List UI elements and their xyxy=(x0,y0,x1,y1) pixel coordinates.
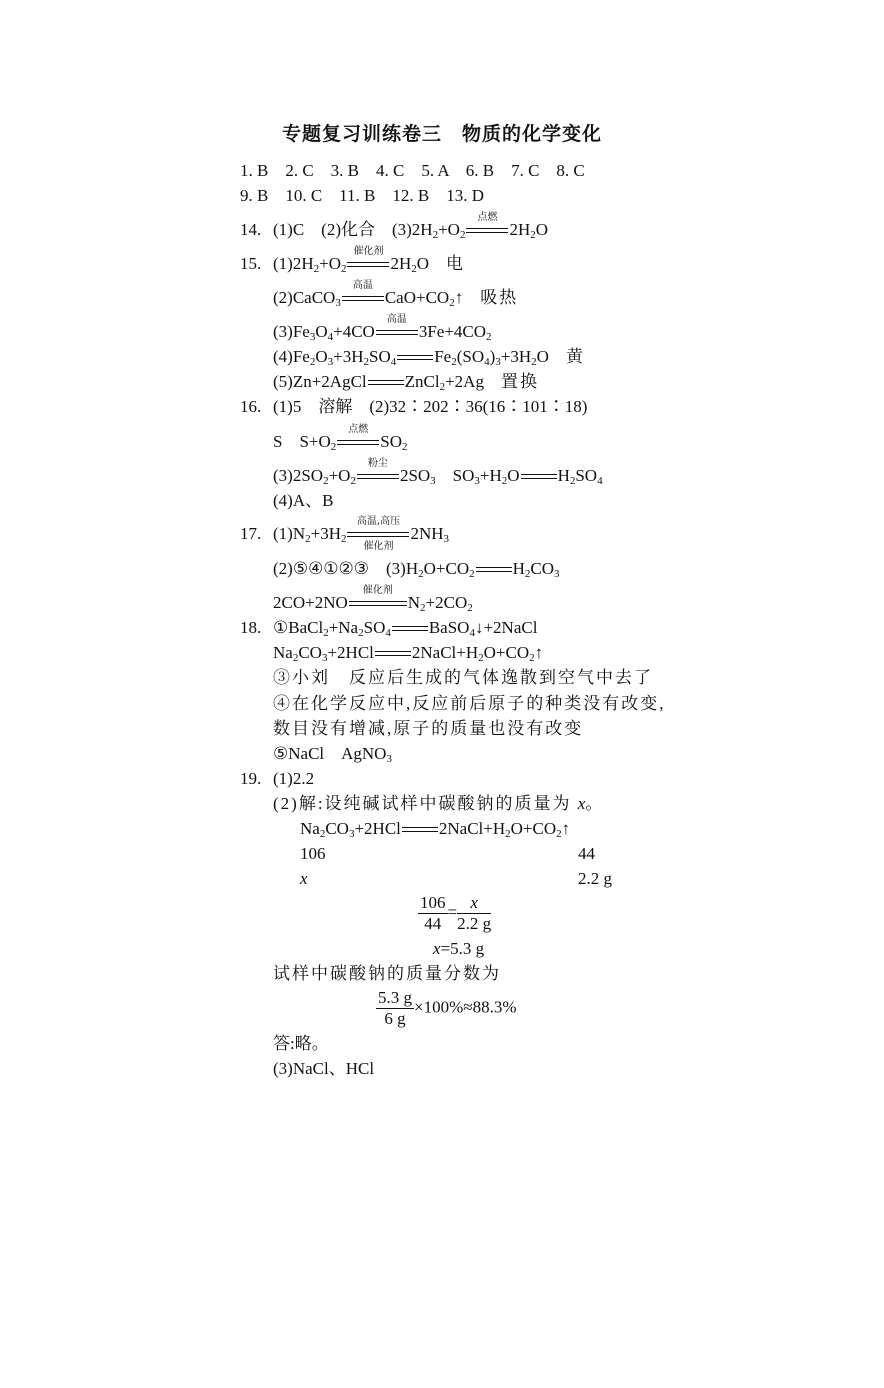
q19-equation: $Na_2CO_3+2HCl$ $2NaCl+H_2O+CO_2↑$ xyxy=(300,819,571,840)
q18-number: 18. xyxy=(240,618,262,637)
q16-line-4: (4)A、B xyxy=(273,491,334,510)
q15-line-3: $(3)Fe_3O_4+4CO$ 高温 $3Fe+4CO_2$ xyxy=(273,314,492,343)
q15-line-1: $(1)2H_2+O_2$ 催化剂 $2H_2O$ 电 xyxy=(273,246,466,275)
q19-answer: 答:略。 xyxy=(273,1034,329,1053)
q19-proportion: $\frac{106}{44}$ = $\frac{x}{2.2 g}$ xyxy=(420,893,492,933)
q19-number: 19. xyxy=(240,769,262,788)
q16-number: 16. xyxy=(240,397,262,416)
q16-line-1: (1)5 溶解 (2)32∶202∶36(16∶101∶18) xyxy=(273,397,588,416)
q19-line-3: (3)NaCl、HCl xyxy=(273,1059,375,1078)
reaction-condition: 点燃 xyxy=(466,219,508,241)
q18-line-6: ⑤NaCl AgNO$_3$ xyxy=(273,744,392,765)
q14-answer: (1)C (2)化合 $(3)2H_2+O_2$ 点燃 $2H_2O$ xyxy=(273,212,549,241)
q19-unknown-x: x xyxy=(300,869,308,888)
q17-number: 17. xyxy=(240,524,262,543)
q15-line-2: (2)CaCO$_3$ 高温 $CaO+CO_2↑$ 吸热 xyxy=(273,280,519,309)
q17-line-3: 2CO+2NO 催化剂 $N_2+2CO_2$ xyxy=(273,585,473,614)
q18-line-5: 数目没有增减,原子的质量也没有改变 xyxy=(273,719,584,738)
q19-mass-106: 106 xyxy=(300,844,326,863)
q16-line-3: $(3)2SO_2+O_2$ 粉尘 $2SO_3$ $SO_3+H_2O$ $H_2SO_4$ xyxy=(273,458,603,487)
q17-line-2: (2)⑤④①②③ $(3)H_2O+CO_2$ $H_2CO_3$ xyxy=(273,559,560,580)
q19-line-1: (1)2.2 xyxy=(273,769,315,788)
q14-number: 14. xyxy=(240,220,262,239)
q16-line-2: S $S+O_2$ 点燃 $SO_2$ xyxy=(273,424,408,453)
q19-result: x=5.3 g xyxy=(433,939,485,958)
q18-line-4: ④在化学反应中,反应前后原子的种类没有改变, xyxy=(273,694,666,713)
answers-line-2: 9. B 10. C 11. B 12. B 13. D xyxy=(240,186,485,205)
q18-line-2: $Na_2CO_3+2HCl$ $2NaCl+H_2O+CO_2↑$ xyxy=(273,643,544,664)
q17-line-1: $(1)N_2+3H_2$ 高温,高压 催化剂 $2NH_3$ xyxy=(273,516,450,552)
q18-line-3: ③小刘 反应后生成的气体逸散到空气中去了 xyxy=(273,668,653,687)
q19-percent-calc: $\frac{5.3 g}{6 g}$ ×100%≈88.3% xyxy=(378,988,517,1028)
q19-percent-text: 试样中碳酸钠的质量分数为 xyxy=(273,964,501,983)
q19-mass-44: 44 xyxy=(578,844,595,863)
q19-line-2: (2)解:设纯碱试样中碳酸钠的质量为 x。 xyxy=(273,794,603,813)
q19-co2-mass: 2.2 g xyxy=(578,869,612,888)
q18-line-1: $①BaCl_2+Na_2SO_4$ BaSO$_4$↓+2NaCl xyxy=(273,618,538,639)
q15-number: 15. xyxy=(240,254,262,273)
answers-line-1: 1. B 2. C 3. B 4. C 5. A 6. B 7. C 8. C xyxy=(240,161,585,180)
q15-line-4: $(4)Fe_2O_3+3H_2SO_4$ $Fe_2(SO_4)_3+3H_2O$ 黄 xyxy=(273,347,583,368)
page-title: 专题复习训练卷三 物质的化学变化 xyxy=(281,123,602,145)
q15-line-5: (5)Zn+2AgCl ZnCl$_2$+2Ag 置换 xyxy=(273,372,539,393)
